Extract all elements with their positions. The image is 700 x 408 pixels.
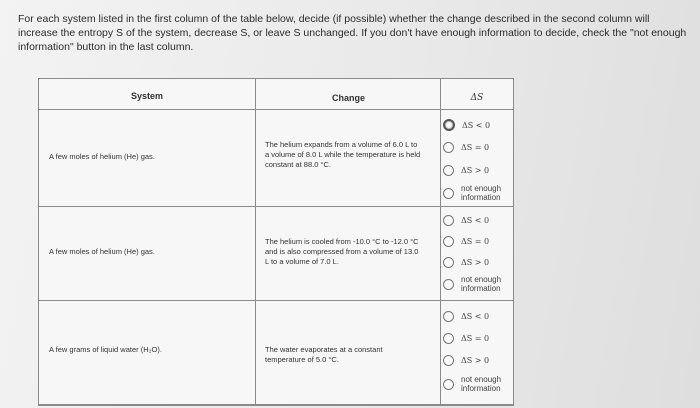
radio-button[interactable] xyxy=(443,257,454,268)
option-ds-negative[interactable] xyxy=(443,213,489,227)
option-ds-positive[interactable] xyxy=(443,255,489,269)
option-ds-zero[interactable] xyxy=(443,234,489,248)
radio-button[interactable] xyxy=(443,236,454,247)
option-label: ΔS > 0 xyxy=(461,165,490,175)
radio-button[interactable] xyxy=(443,333,454,344)
system-cell: A few grams of liquid water (H₂O). xyxy=(49,345,162,354)
radio-button[interactable] xyxy=(443,119,455,131)
radio-button[interactable] xyxy=(443,355,454,366)
option-ds-negative[interactable] xyxy=(443,118,490,132)
option-not-enough-information[interactable] xyxy=(443,377,519,391)
radio-button[interactable] xyxy=(443,379,454,390)
radio-button[interactable] xyxy=(443,142,454,153)
option-label: ΔS < 0 xyxy=(461,311,490,321)
header-entropy: ΔS xyxy=(470,93,484,103)
radio-button[interactable] xyxy=(443,279,454,290)
change-cell: The helium is cooled from -10.0 °C to -12.0 °C and is also compressed from a volume of 13.0 L to a volume of 7.0 L. xyxy=(265,237,419,266)
option-ds-negative[interactable] xyxy=(443,309,489,323)
option-label: not enough information xyxy=(461,275,502,293)
change-cell: The water evaporates at a constant temperature of 5.0 °C. xyxy=(265,345,383,364)
radio-button[interactable] xyxy=(443,311,454,322)
option-label: ΔS = 0 xyxy=(461,236,490,246)
option-label: ΔS > 0 xyxy=(461,355,490,365)
option-ds-zero[interactable] xyxy=(443,331,489,345)
radio-button[interactable] xyxy=(443,188,454,199)
table-row xyxy=(39,110,513,207)
column-divider xyxy=(255,79,256,405)
entropy-table xyxy=(38,78,514,406)
option-ds-zero[interactable] xyxy=(443,140,489,154)
system-cell: A few moles of helium (He) gas. xyxy=(49,247,155,256)
option-not-enough-information[interactable] xyxy=(443,277,519,291)
change-cell: The helium expands from a volume of 6.0 L to a volume of 8.0 L while the temperature is held constant at 88.0 °C. xyxy=(265,140,421,169)
option-label: ΔS < 0 xyxy=(462,120,491,130)
header-system: System xyxy=(130,91,164,101)
table-row xyxy=(39,207,513,301)
option-label: ΔS > 0 xyxy=(461,257,490,267)
system-cell: A few moles of helium (He) gas. xyxy=(49,152,155,161)
table-header-row xyxy=(39,79,513,110)
option-label: ΔS = 0 xyxy=(461,333,490,343)
option-ds-positive[interactable] xyxy=(443,353,489,367)
column-divider xyxy=(440,79,441,405)
header-change: Change xyxy=(331,93,365,103)
option-label: ΔS = 0 xyxy=(461,142,490,152)
option-ds-positive[interactable] xyxy=(443,163,489,177)
option-label: not enough information xyxy=(461,184,502,202)
radio-button[interactable] xyxy=(443,215,454,226)
instructions-text: For each system listed in the first column of the table below, decide (if possible) whether the change described in the second column will increase the entropy S of the system, decrease S, or leave S unchanged. If you don't have enough information to decide, check the "not enough information" button in the last column. xyxy=(18,13,687,53)
option-not-enough-information[interactable] xyxy=(443,186,519,200)
table-row xyxy=(39,301,513,405)
option-label: ΔS < 0 xyxy=(461,215,490,225)
option-label: not enough information xyxy=(461,375,502,393)
radio-button[interactable] xyxy=(443,165,454,176)
